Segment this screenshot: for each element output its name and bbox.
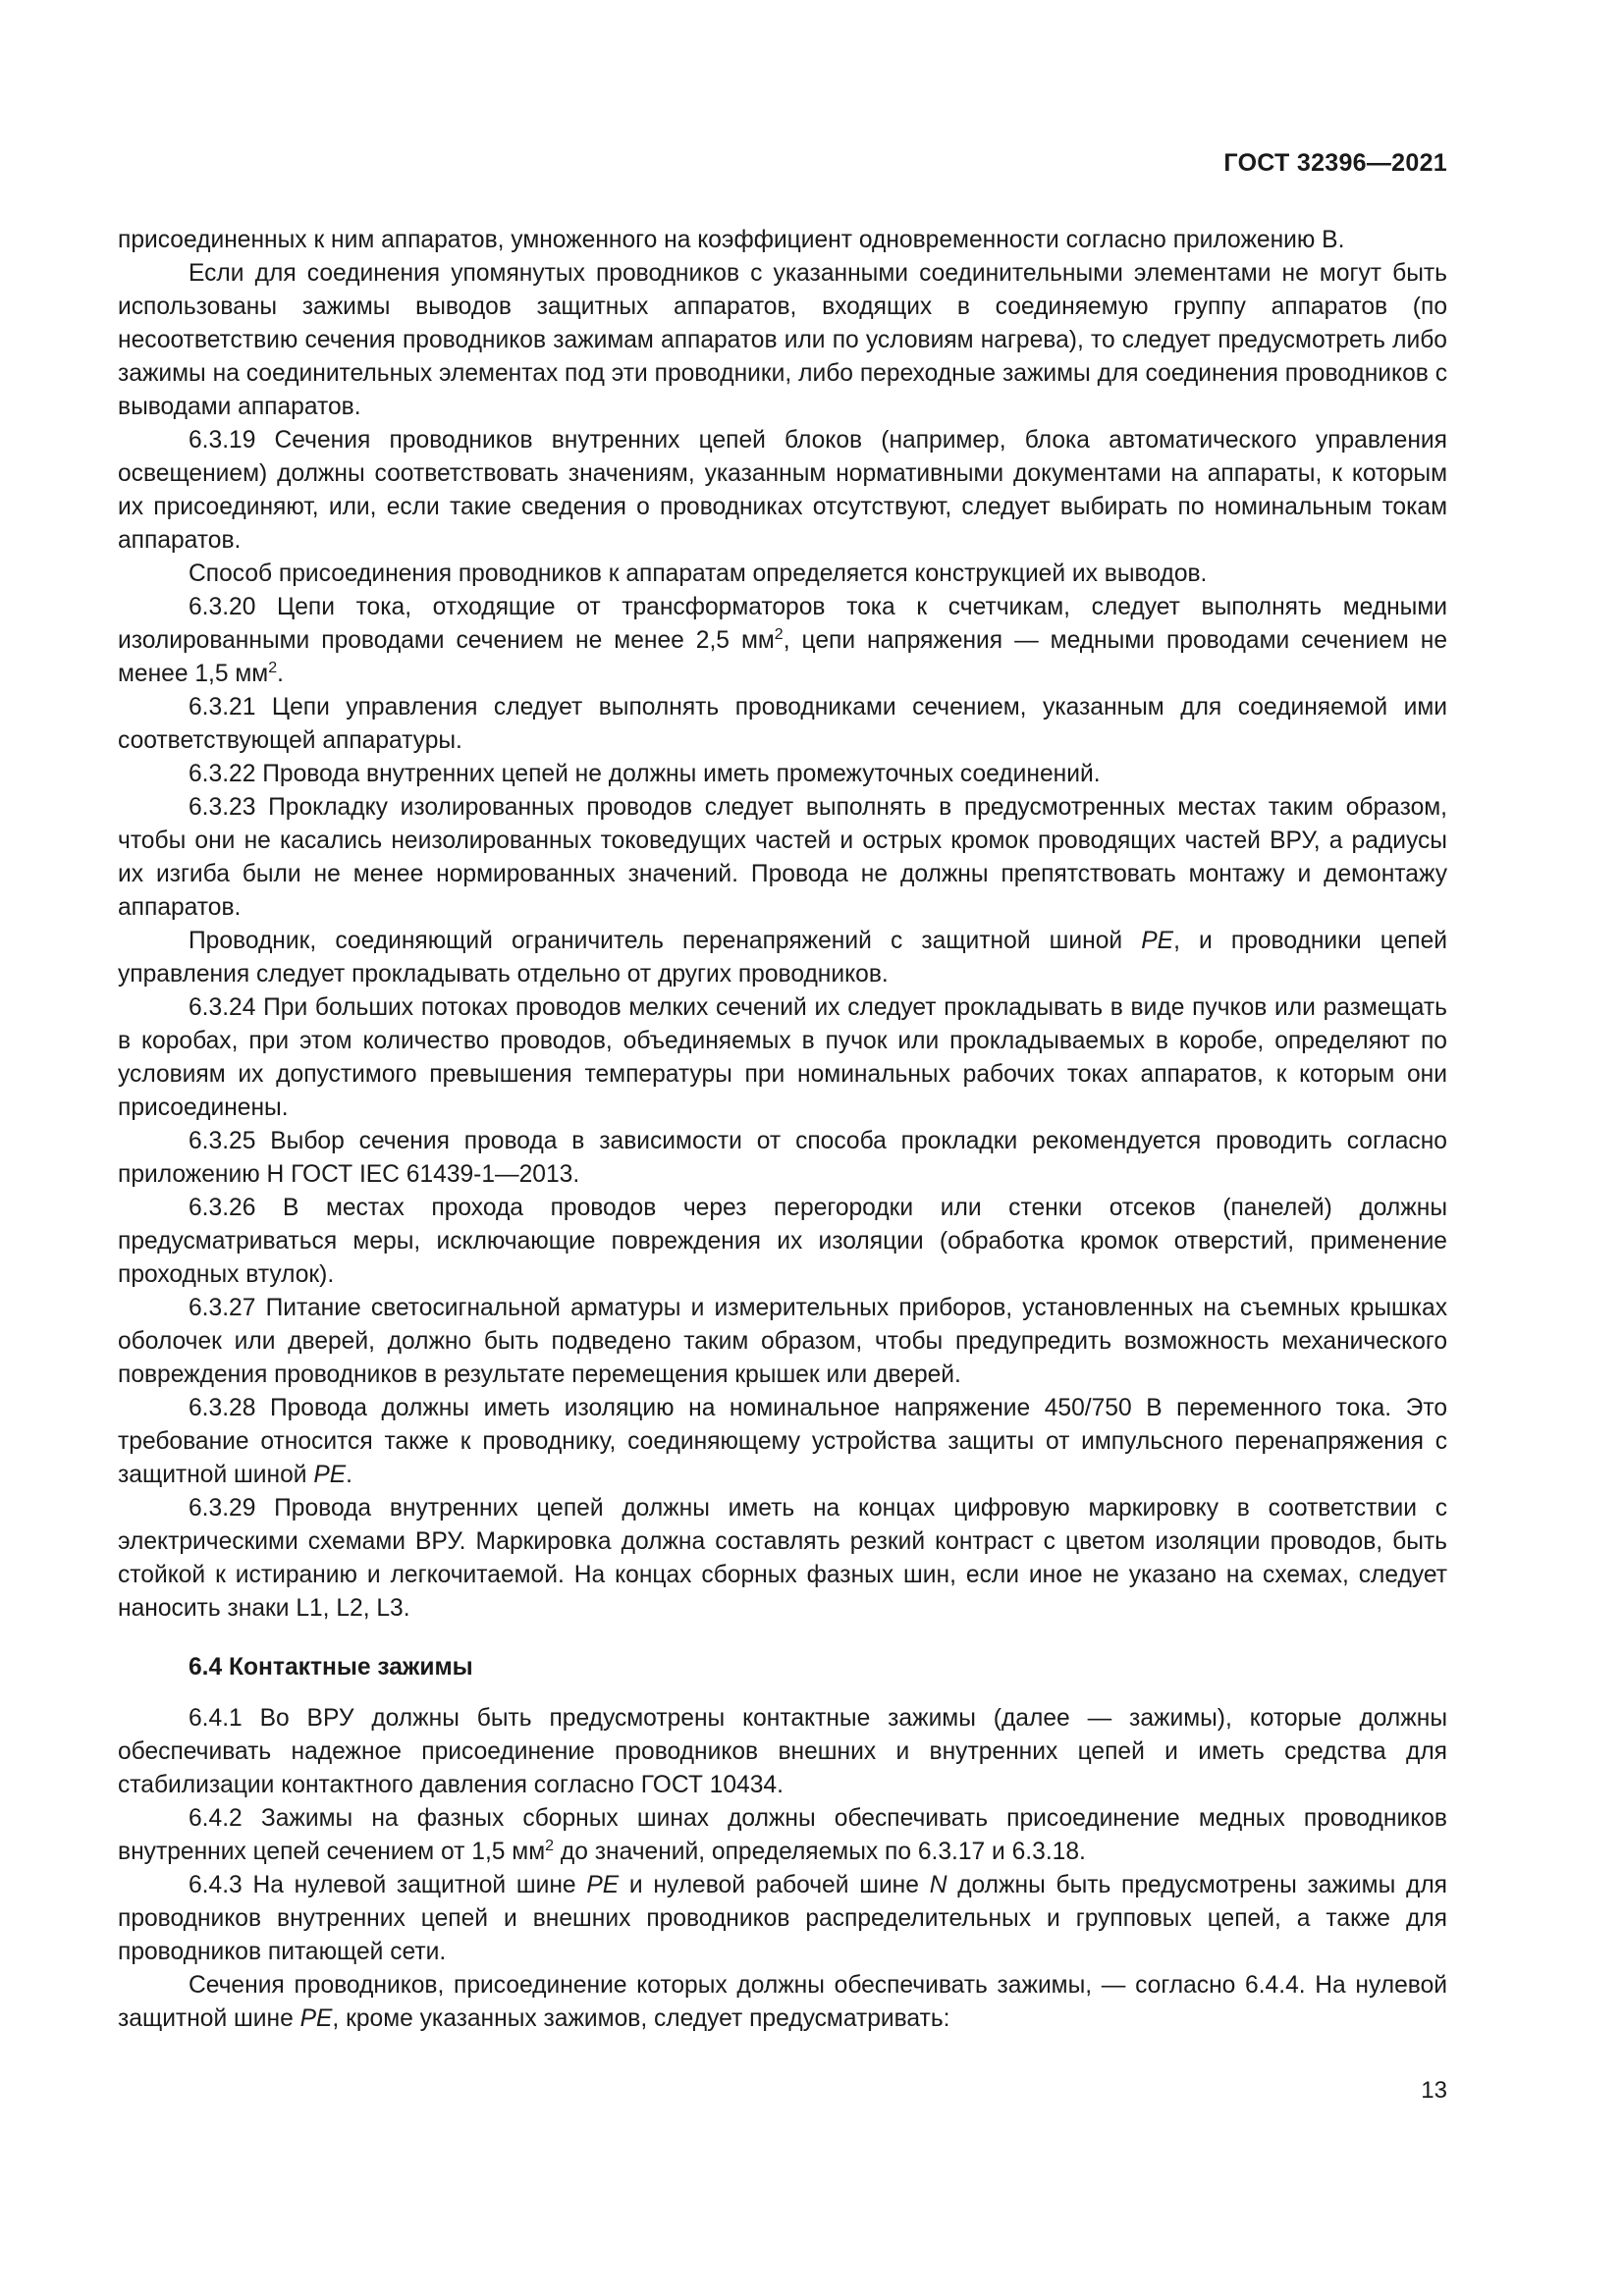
paragraph-6-3-19: 6.3.19 Сечения проводников внутренних цепей блоков (например, блока автоматического управления освещением) должны соответствовать значениям, указанным нормативными документами на аппараты, к которым их присоединяют, или, если такие сведения о проводниках отсутствуют, следует выбирать по номинальным токам аппаратов. [118,427,1447,554]
paragraph: Если для соединения упомянутых проводников с указанными соединительными элементами не могут быть использованы зажимы выводов защитных аппаратов, входящих в соединяемую группу аппаратов (по несоответствию сечения проводников зажимам аппаратов или по условиям нагрева), то следует предусмотреть либо зажимы на соединительных элементах под эти проводники, либо переходные зажимы для соединения проводников с выводами аппаратов. [118,260,1447,420]
document-code-header: ГОСТ 32396—2021 [1223,149,1447,177]
paragraph-6-4-2 [118,1802,1447,1869]
text-run: и нулевой рабочей шине [619,1872,930,1898]
paragraph: Способ присоединения проводников к аппаратам определяется конструкцией их выводов. [189,561,1208,587]
paragraph-6-3-25: 6.3.25 Выбор сечения провода в зависимости от способа прокладки рекомендуется проводить согласно приложению Н ГОСТ IEC 61439-1—2013. [118,1128,1447,1188]
italic-term: PE [313,1462,347,1488]
paragraph-6-3-29: 6.3.29 Провода внутренних цепей должны иметь на концах цифровую маркировку в соответствии с электрическими схемами ВРУ. Маркировка должна составлять резкий контраст с цветом изоляции проводов, быть стойкой к истиранию и легкочитаемой. На концах сборных фазных шин, если иное не указано на схемах, следует наносить знаки L1, L2, L3. [118,1495,1447,1622]
text-run: . [346,1462,352,1488]
paragraph-6-4-3 [118,1869,1447,1969]
paragraph-6-3-23: 6.3.23 Прокладку изолированных проводов следует выполнять в предусмотренных местах таким образом, чтобы они не касались неизолированных токоведущих частей и острых кромок проводящих частей ВРУ, а радиусы их изгиба были не менее нормированных значений. Провода не должны препятствовать монтажу и демонтажу аппаратов. [118,794,1447,921]
paragraph-6-3-21: 6.3.21 Цепи управления следует выполнять проводниками сечением, указанным для соединяемой ими соответствующей аппаратуры. [118,694,1447,754]
text-run: 6.4.3 На нулевой защитной шине [189,1872,587,1898]
superscript: 2 [545,1838,555,1854]
text-run: Сечения проводников, присоединение которых должны обеспечивать зажимы, — согласно 6.4.4. На нулевой защитной шине [118,1972,1447,2032]
paragraph [118,1969,1447,2036]
paragraph-6-3-20 [118,591,1447,691]
text-run: 6.3.28 Провода должны иметь изоляцию на номинальное напряжение 450/750 В переменного тока. Это требование относится также к проводнику, соединяющему устройства защиты от импульсного перенапряжения с защитной шиной [118,1395,1447,1488]
text-run: , кроме указанных зажимов, следует предусматривать: [332,2005,950,2032]
italic-term: PE [299,2005,333,2032]
italic-term: PE [586,1872,620,1898]
paragraph-6-3-24: 6.3.24 При больших потоках проводов мелких сечений их следует прокладывать в виде пучков или размещать в коробах, при этом количество проводов, объединяемых в пучок или прокладываемых в коробе, определяют по условиям их допустимого превышения температуры при номинальных рабочих токах аппаратов, к которым они присоединены. [118,994,1447,1121]
text-run: Проводник, соединяющий ограничитель перенапряжений с защитной шиной [189,928,1142,954]
paragraph-6-4-1: 6.4.1 Во ВРУ должны быть предусмотрены контактные зажимы (далее — зажимы), которые должны обеспечивать надежное присоединение проводников внешних и внутренних цепей и иметь средства для стабилизации контактного давления согласно ГОСТ 10434. [118,1705,1447,1798]
paragraph [118,925,1447,991]
paragraph-continuation: присоединенных к ним аппаратов, умноженного на коэффициент одновременности согласно приложению В. [118,227,1345,253]
text-run: . [277,661,284,687]
page-number: 13 [1421,2077,1447,2104]
superscript: 2 [774,626,784,643]
text-run: должны быть предусмотрены зажимы для проводников внутренних цепей и внешних проводников распределительных и групповых цепей, а также для проводников питающей сети. [118,1872,1448,1965]
text-run: 6.3.20 Цепи тока, отходящие от трансформаторов тока к счетчикам, следует выполнять медными изолированными проводами сечением не менее 2,5 мм [118,594,1447,654]
paragraph-6-3-27: 6.3.27 Питание светосигнальной арматуры и измерительных приборов, установленных на съемных крышках оболочек или дверей, должно быть подведено таким образом, чтобы предупредить возможность механического повреждения проводников в результате перемещения крышек или дверей. [118,1295,1447,1388]
section-heading-6-4: 6.4 Контактные зажимы [189,1654,473,1681]
text-run: , и проводники цепей управления следует прокладывать отдельно от других проводников. [118,928,1447,988]
text-run: , цепи напряжения — медными проводами сечением не менее 1,5 мм [118,627,1447,687]
paragraph-6-3-22: 6.3.22 Провода внутренних цепей не должны иметь промежуточных соединений. [189,761,1101,787]
text-run: 6.4.2 Зажимы на фазных сборных шинах должны обеспечивать присоединение медных проводников внутренних цепей сечением от 1,5 мм [118,1805,1447,1865]
paragraph-6-3-28 [118,1392,1447,1492]
paragraph-6-3-26: 6.3.26 В местах прохода проводов через перегородки или стенки отсеков (панелей) должны предусматриваться меры, исключающие повреждения их изоляции (обработка кромок отверстий, применение проходных втулок). [118,1195,1447,1288]
italic-term: N [929,1872,947,1898]
text-run: до значений, определяемых по 6.3.17 и 6.3.18. [554,1839,1086,1865]
italic-term: PE [1141,928,1174,954]
superscript: 2 [268,660,278,676]
document-body [118,224,1447,2036]
